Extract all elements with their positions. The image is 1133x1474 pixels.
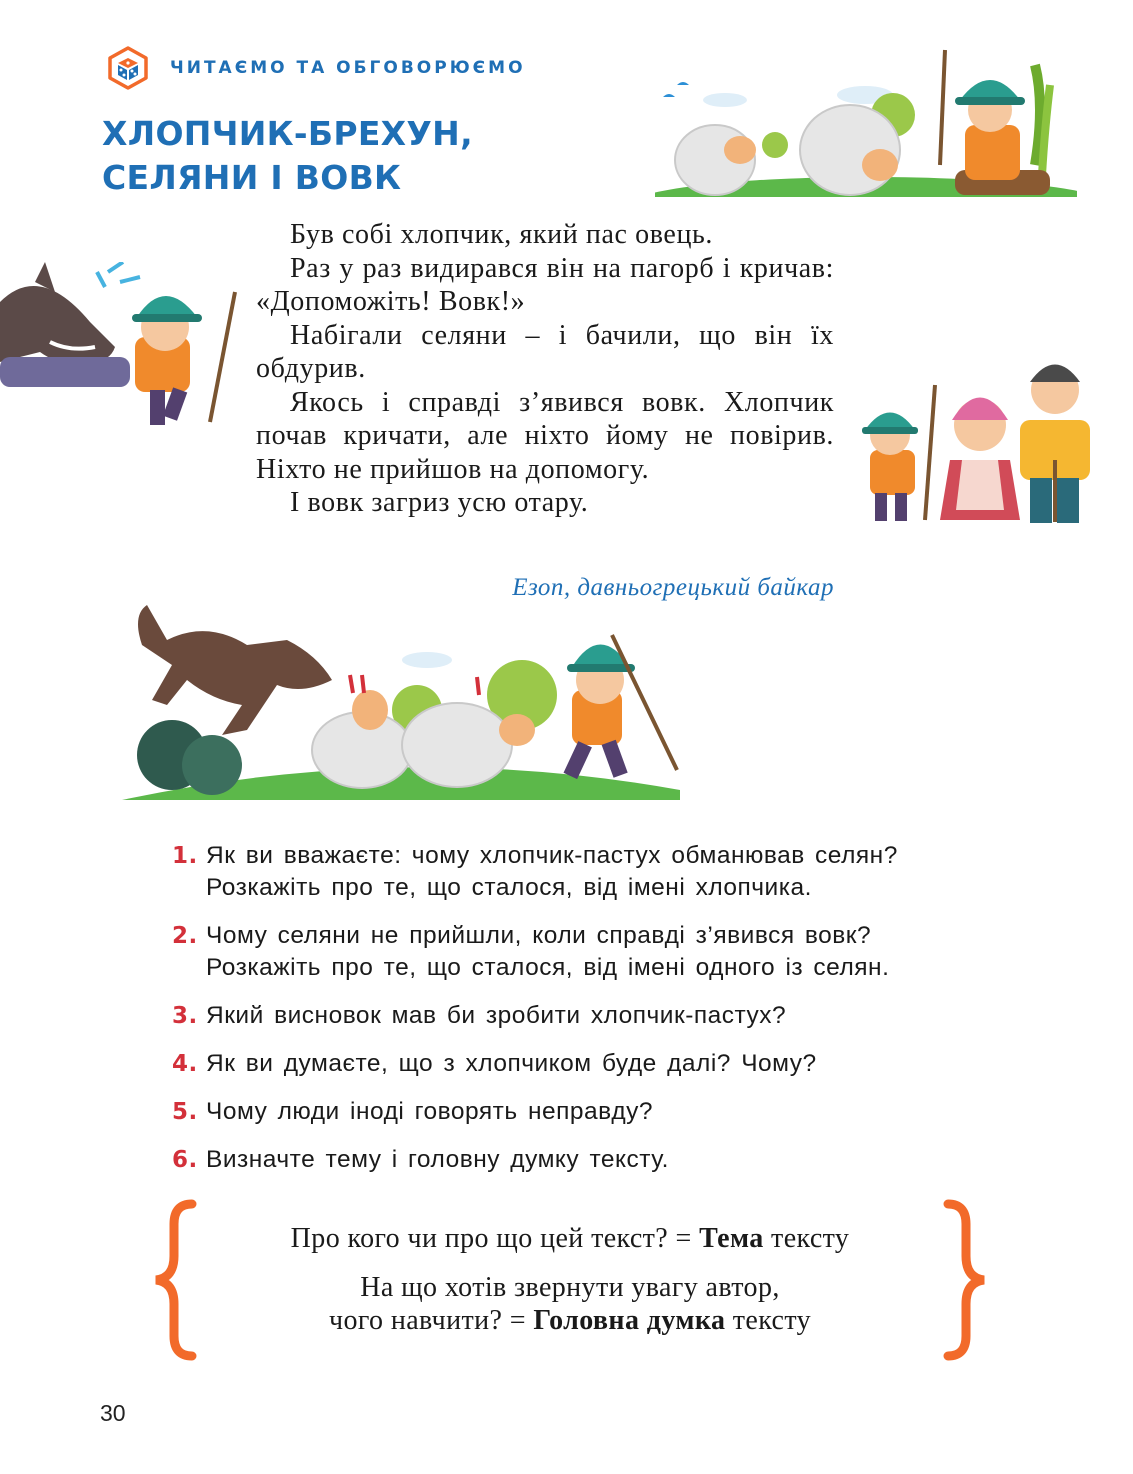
questions-list bbox=[172, 840, 1022, 1192]
page-number: 30 bbox=[100, 1400, 126, 1426]
question-number: 5. bbox=[172, 1099, 198, 1125]
villagers-illustration bbox=[850, 350, 1105, 525]
theme-prefix: Про кого чи про що цей текст? = bbox=[290, 1223, 700, 1254]
page-title bbox=[102, 112, 473, 200]
theme-definition-box bbox=[150, 1198, 990, 1363]
story-author: Езоп, давньогрецький байкар bbox=[512, 574, 834, 601]
wolf-boy-illustration bbox=[0, 262, 240, 432]
main-idea-suffix: тексту bbox=[725, 1305, 812, 1336]
question-line: Чому люди іноді говорять неправду? bbox=[206, 1098, 654, 1125]
theme-suffix: тексту bbox=[763, 1223, 850, 1254]
question-line: Розкажіть про те, що сталося, від імені хлопчика. bbox=[206, 874, 812, 901]
title-line-2: СЕЛЯНИ І ВОВК bbox=[102, 158, 402, 197]
story-paragraph: І вовк загриз усю отару. bbox=[290, 487, 589, 518]
question-line: Розкажіть про те, що сталося, від імені одного із селян. bbox=[206, 954, 890, 981]
section-header bbox=[106, 44, 526, 92]
question-number: 1. bbox=[172, 843, 198, 869]
question-text bbox=[206, 1000, 1022, 1032]
main-idea-question bbox=[200, 1304, 940, 1337]
story-paragraph: Раз у раз видирався він на пагорб і кричав: «Допоможіть! Вовк!» bbox=[256, 252, 834, 317]
theme-lines bbox=[200, 1222, 940, 1337]
question-text bbox=[206, 1048, 1022, 1080]
left-brace-icon bbox=[150, 1198, 200, 1363]
question-line: Визначте тему і головну думку тексту. bbox=[206, 1146, 669, 1173]
dice-cube-icon bbox=[106, 46, 150, 90]
story-paragraph: Набігали селяни – і бачили, що він їх обдурив. bbox=[256, 319, 834, 384]
question-text bbox=[206, 1144, 1022, 1176]
question-number: 4. bbox=[172, 1051, 198, 1077]
question-item bbox=[172, 1096, 1022, 1128]
question-number: 2. bbox=[172, 923, 198, 949]
question-item bbox=[172, 1144, 1022, 1176]
title-line-1: ХЛОПЧИК-БРЕХУН, bbox=[102, 114, 473, 153]
question-text bbox=[206, 920, 1022, 984]
main-idea-term: Головна думка bbox=[533, 1305, 726, 1336]
question-line: Як ви вважаєте: чому хлопчик-пастух обманював селян? bbox=[206, 842, 898, 869]
question-item bbox=[172, 840, 1022, 904]
main-idea-prefix: чого навчити? = bbox=[328, 1305, 534, 1336]
story-paragraph: Був собі хлопчик, який пас овець. bbox=[290, 219, 714, 250]
question-line: Як ви думаєте, що з хлопчиком буде далі? Чому? bbox=[206, 1050, 817, 1077]
question-item bbox=[172, 1048, 1022, 1080]
story-text bbox=[256, 218, 834, 520]
question-text bbox=[206, 1096, 1022, 1128]
question-line: Який висновок мав би зробити хлопчик-пастух? bbox=[206, 1002, 787, 1029]
question-item bbox=[172, 1000, 1022, 1032]
right-brace-icon bbox=[940, 1198, 990, 1363]
main-idea-question-line: На що хотів звернути увагу автор, bbox=[360, 1272, 780, 1303]
question-number: 6. bbox=[172, 1147, 198, 1173]
question-line: Чому селяни не прийшли, коли справді з’явився вовк? bbox=[206, 922, 872, 949]
theme-question bbox=[200, 1222, 940, 1255]
section-label: ЧИТАЄМО ТА ОБГОВОРЮЄМО bbox=[170, 58, 526, 78]
shepherd-sheep-illustration bbox=[655, 45, 1077, 197]
question-text bbox=[206, 840, 1022, 904]
question-number: 3. bbox=[172, 1003, 198, 1029]
wolf-chase-illustration bbox=[122, 605, 680, 800]
story-paragraph: Якось і справді з’явився вовк. Хлопчик почав кричати, але ніхто йому не повірив. Ніхто не прийшов на допомогу. bbox=[256, 386, 834, 485]
theme-term: Тема bbox=[699, 1223, 764, 1254]
question-item bbox=[172, 920, 1022, 984]
